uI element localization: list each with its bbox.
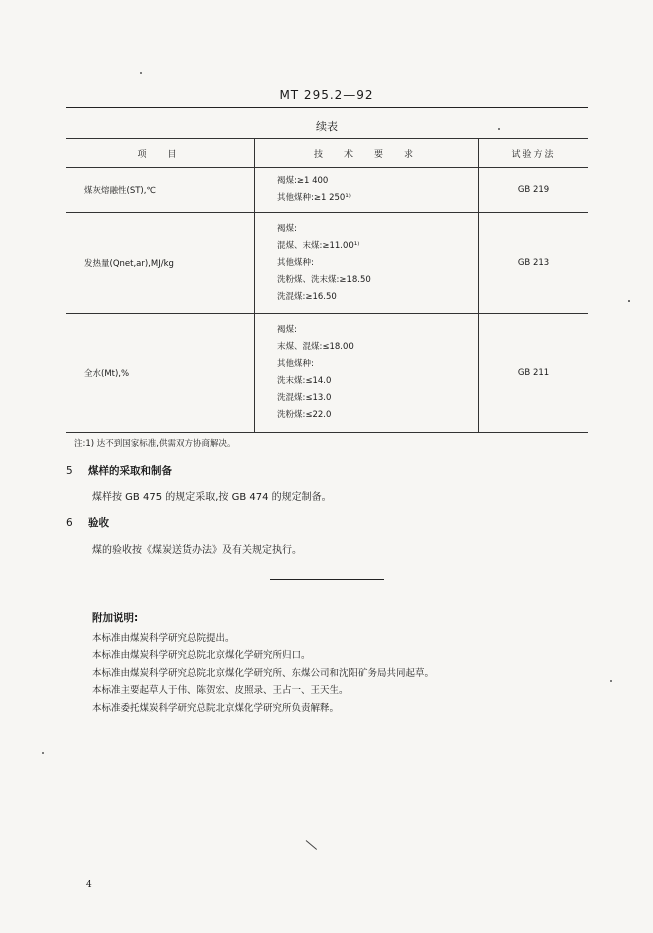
page-number: 4: [86, 880, 92, 890]
item-cell: 全水(Mt),%: [66, 314, 255, 433]
appendix-line: 本标准由煤炭科学研究总院北京煤化学研究所、东煤公司和沈阳矿务局共同起草。: [92, 667, 435, 679]
scan-mark: [306, 840, 317, 850]
requirement-line: 洗混煤:≤13.0: [277, 393, 332, 403]
scan-speck: [628, 300, 630, 302]
table-row: [66, 314, 588, 433]
section-number: 5: [66, 465, 73, 477]
requirement-line: 洗粉煤:≤22.0: [277, 410, 332, 420]
requirement-line: 褐煤:≥1 400: [277, 176, 329, 186]
scan-speck: [498, 128, 500, 130]
appendix-title: 附加说明:: [92, 612, 139, 624]
requirement-line: 其他煤种:≥1 250¹⁾: [277, 193, 351, 203]
method-cell: GB 211: [479, 314, 589, 433]
appendix-line: 本标准由煤炭科学研究总院北京煤化学研究所归口。: [92, 650, 311, 661]
table-row: [66, 213, 588, 314]
requirement-line: 末煤、混煤:≤18.00: [277, 342, 354, 352]
scan-speck: [140, 72, 142, 74]
header-rule: [66, 107, 588, 108]
requirement-line: 洗混煤:≥16.50: [277, 291, 337, 302]
requirement-line: 其他煤种:: [277, 257, 314, 268]
table-title: 续表: [316, 120, 338, 133]
table-header-row: [66, 139, 588, 168]
requirement-line: 其他煤种:: [277, 359, 314, 369]
standard-code-header: MT 295.2—92: [279, 88, 374, 102]
requirements-cell: [255, 168, 479, 213]
item-cell: 发热量(Qnet,ar),MJ/kg: [66, 213, 255, 314]
requirement-line: 洗末煤:≤14.0: [277, 376, 332, 386]
column-header-item: 项 目: [66, 139, 255, 168]
scan-speck: [610, 680, 612, 682]
column-header-method: 试验方法: [479, 139, 589, 168]
section-heading-6: [66, 515, 109, 530]
requirements-cell: [255, 314, 479, 433]
method-cell: GB 213: [479, 213, 589, 314]
scan-speck: [42, 752, 44, 754]
section-paragraph-6: 煤的验收按《煤炭送货办法》及有关规定执行。: [92, 545, 302, 556]
column-header-requirements: 技 术 要 求: [255, 139, 479, 168]
requirement-line: 洗粉煤、洗末煤:≥18.50: [277, 274, 371, 285]
requirement-line: 褐煤:: [277, 325, 297, 335]
end-rule: [270, 579, 384, 580]
appendix-notes: [92, 610, 434, 717]
section-paragraph-5: 煤样按 GB 475 的规定采取,按 GB 474 的规定制备。: [92, 492, 332, 503]
requirements-cell: [255, 213, 479, 314]
table-footnote: 注:1) 达不到国家标准,供需双方协商解决。: [74, 439, 236, 449]
requirement-line: 混煤、末煤:≥11.00¹⁾: [277, 240, 360, 251]
section-title: 验收: [88, 517, 109, 529]
item-cell: 煤灰熔融性(ST),℃: [66, 168, 255, 213]
section-number: 6: [66, 517, 73, 529]
spec-table: [66, 138, 588, 433]
appendix-line: 本标准主要起草人于伟、陈贺宏、皮照录、王占一、王天生。: [92, 685, 349, 696]
table-row: [66, 168, 588, 213]
appendix-line: 本标准委托煤炭科学研究总院北京煤化学研究所负责解释。: [92, 702, 340, 714]
requirement-line: 褐煤:: [277, 223, 297, 234]
section-heading-5: [66, 463, 172, 478]
section-title: 煤样的采取和制备: [88, 465, 172, 477]
appendix-line: 本标准由煤炭科学研究总院提出。: [92, 632, 235, 644]
method-cell: GB 219: [479, 168, 589, 213]
